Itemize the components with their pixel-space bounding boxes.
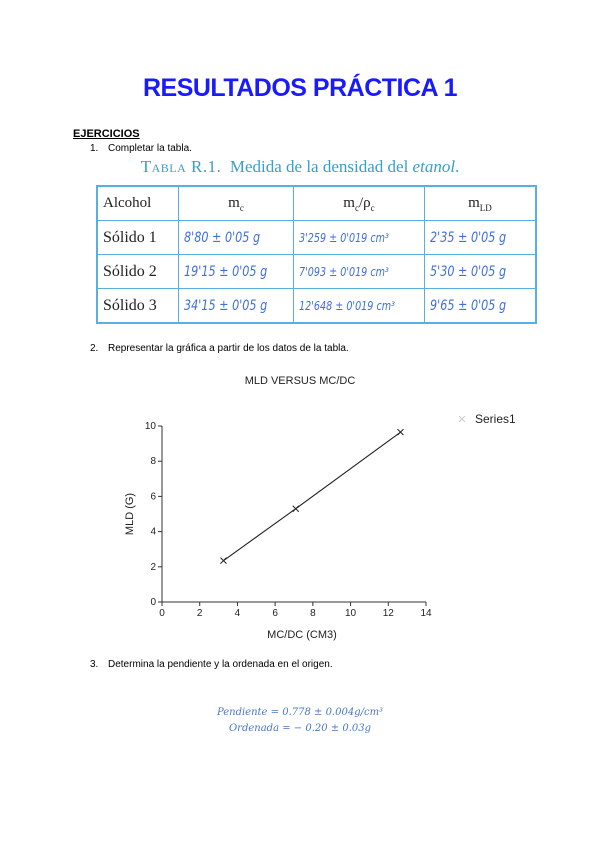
cell-mld-value: 9'65 ± 0'05 g (429, 297, 507, 314)
table-row (97, 221, 536, 255)
x-tick-label: 6 (272, 608, 278, 619)
header-mcrho-sub2: c (370, 202, 375, 213)
header-mcrho-sub: c (354, 202, 359, 213)
cell-mcrho (294, 289, 425, 324)
caption-end: . (455, 157, 460, 176)
cell-mc (179, 255, 294, 289)
header-mld-sub: LD (479, 202, 492, 213)
y-tick-label: 6 (150, 491, 156, 503)
caption-main: Medida de la densidad del (229, 157, 409, 176)
x-tick-label: 4 (234, 608, 241, 619)
header-mcrho-m: m (343, 194, 355, 211)
exercise-2 (90, 343, 349, 354)
header-mld-m: m (468, 194, 480, 211)
exercise-1 (90, 143, 192, 154)
cell-mc-value: 8'80 ± 0'05 g (184, 229, 261, 246)
x-tick-label: 14 (420, 608, 432, 619)
cell-mcrho-value: 3'259 ± 0'019 cm³ (299, 230, 389, 245)
y-tick-label: 10 (144, 421, 156, 432)
cell-mld-value: 5'30 ± 0'05 g (429, 263, 507, 280)
header-mc (179, 186, 294, 221)
y-tick-label: 2 (150, 561, 156, 573)
y-axis-label: MLD (G) (124, 492, 136, 536)
exercise-number: 1. (90, 143, 99, 154)
density-table (96, 185, 537, 324)
y-tick-label: 0 (150, 597, 156, 608)
x-tick-label: 0 (159, 608, 165, 619)
scatter-chart (0, 360, 600, 650)
page-title: RESULTADOS PRÁCTICA 1 (142, 74, 458, 102)
chart-title: MLD VERSUS MC/DC (244, 375, 356, 387)
formula-pendiente: Pendiente = 0.778 ± 0.004g/cm³ (216, 707, 384, 718)
table-header-row (97, 186, 536, 221)
exercise-text: Representar la gráfica a partir de los datos de la tabla. (108, 343, 349, 354)
header-mc-rho (294, 186, 425, 221)
data-point (398, 429, 404, 435)
cell-mcrho (294, 255, 425, 289)
header-mc-sub: c (239, 202, 244, 213)
caption-italic: etanol (412, 157, 456, 176)
cell-mcrho-value: 12'648 ± 0'019 cm³ (299, 298, 395, 313)
header-alcohol: Alcohol (97, 186, 179, 221)
formula-ordenada: Ordenada = − 0.20 ± 0.03g (228, 723, 372, 734)
legend-marker (459, 416, 465, 422)
cell-mc-value: 34'15 ± 0'05 g (184, 297, 268, 314)
exercise-3 (90, 659, 333, 670)
cell-mc-value: 19'15 ± 0'05 g (184, 263, 268, 280)
table-row (97, 255, 536, 289)
cell-mld (424, 289, 536, 324)
exercise-text: Determina la pendiente y la ordenada en el origen. (108, 659, 333, 670)
section-heading: EJERCICIOS (73, 128, 140, 140)
cell-mc (179, 289, 294, 324)
cell-mc (179, 221, 294, 255)
x-tick-label: 2 (196, 608, 203, 619)
cell-mcrho (294, 221, 425, 255)
table-caption (0, 157, 600, 177)
row-label: Sólido 3 (97, 289, 179, 324)
row-label: Sólido 2 (97, 255, 179, 289)
cell-mcrho-value: 7'093 ± 0'019 cm³ (299, 264, 389, 279)
row-label: Sólido 1 (97, 221, 179, 255)
x-axis-label: MC/DC (CM3) (267, 629, 337, 641)
data-point (293, 506, 299, 512)
exercise-number: 2. (90, 343, 99, 354)
cell-mld (424, 255, 536, 289)
legend-label: Series1 (475, 412, 516, 426)
x-tick-label: 10 (345, 608, 357, 619)
data-point (220, 558, 226, 564)
exercise-number: 3. (90, 659, 99, 670)
caption-prefix: Tabla R.1. (140, 157, 222, 176)
series-line (223, 432, 400, 560)
header-mcrho-slash: /ρ (358, 194, 371, 211)
cell-mld-value: 2'35 ± 0'05 g (429, 229, 507, 246)
header-mc-m: m (228, 194, 240, 211)
exercise-text: Completar la tabla. (108, 143, 192, 154)
x-tick-label: 8 (310, 608, 316, 619)
header-mld (424, 186, 536, 221)
y-tick-label: 8 (150, 456, 156, 468)
x-tick-label: 12 (382, 608, 394, 619)
y-tick-label: 4 (150, 526, 156, 538)
table-row (97, 289, 536, 324)
cell-mld (424, 221, 536, 255)
